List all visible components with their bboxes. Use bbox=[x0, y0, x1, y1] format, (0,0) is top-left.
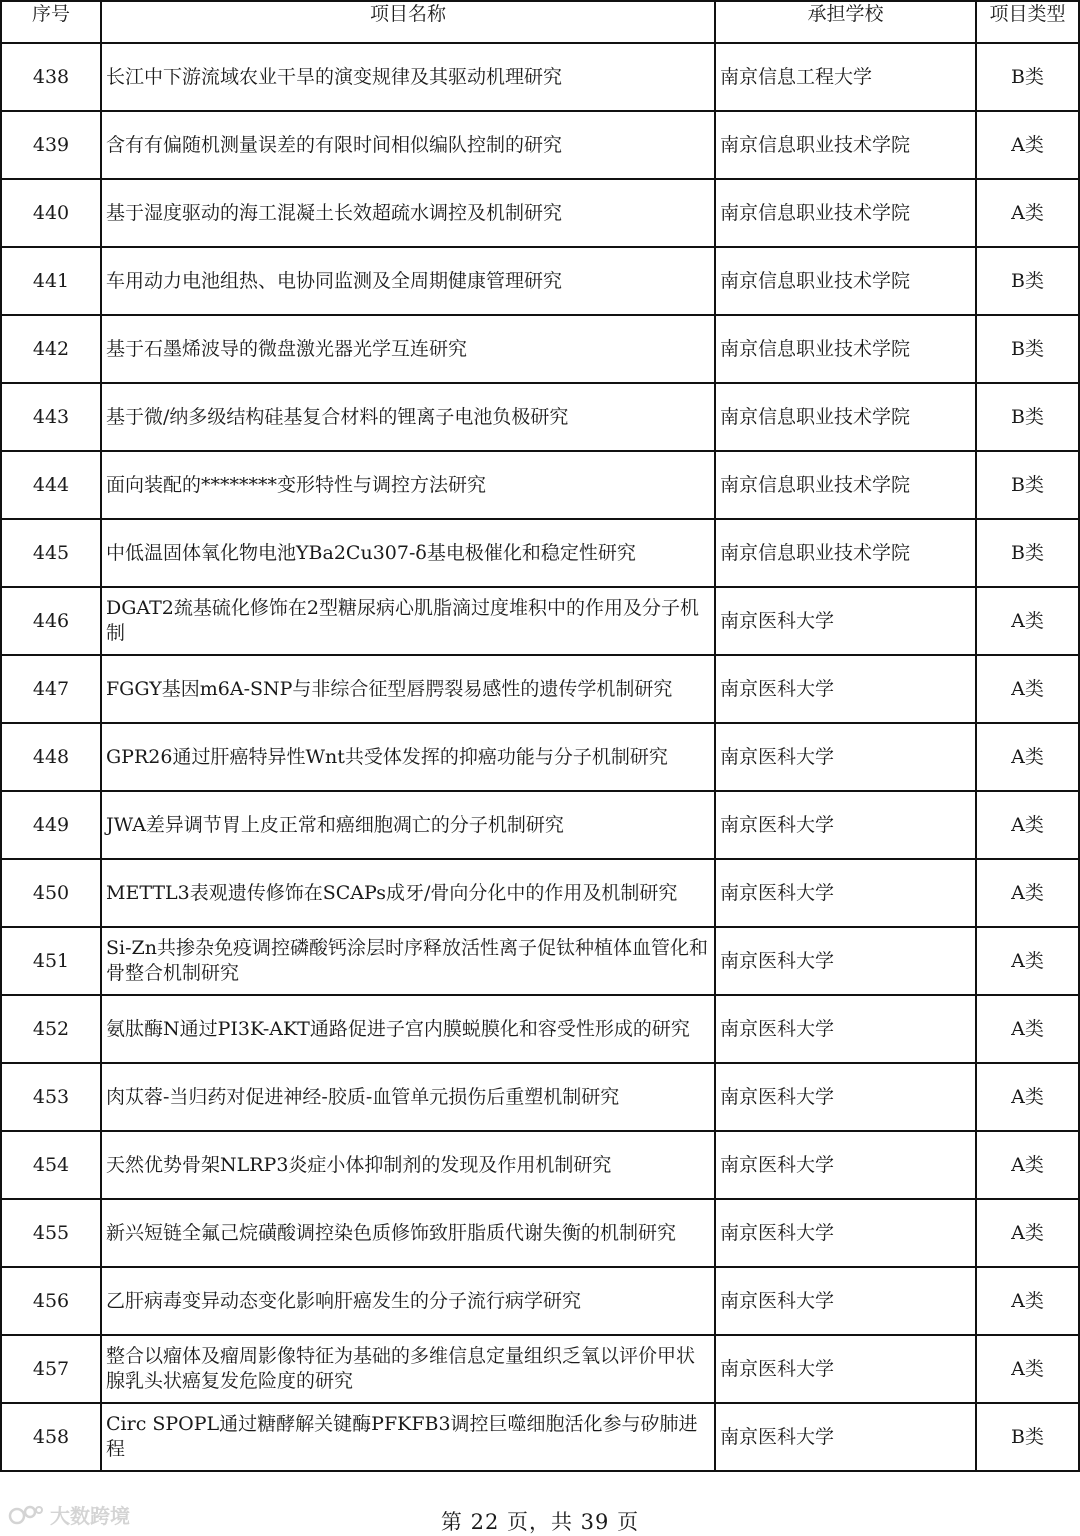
header-school: 承担学校 bbox=[715, 1, 976, 43]
row-school: 南京医科大学 bbox=[715, 723, 976, 791]
row-project-name: 含有有偏随机测量误差的有限时间相似编队控制的研究 bbox=[101, 111, 715, 179]
row-school: 南京医科大学 bbox=[715, 1199, 976, 1267]
row-project-type: A类 bbox=[976, 723, 1079, 791]
table-row bbox=[1, 179, 1079, 247]
row-project-name: 车用动力电池组热、电协同监测及全周期健康管理研究 bbox=[101, 247, 715, 315]
row-seq: 449 bbox=[1, 791, 101, 859]
row-project-type: B类 bbox=[976, 247, 1079, 315]
row-seq: 456 bbox=[1, 1267, 101, 1335]
row-project-type: A类 bbox=[976, 111, 1079, 179]
row-project-name: Si-Zn共掺杂免疫调控磷酸钙涂层时序释放活性离子促钛种植体血管化和骨整合机制研究 bbox=[101, 927, 715, 995]
table-row bbox=[1, 927, 1079, 995]
row-project-name: 基于石墨烯波导的微盘激光器光学互连研究 bbox=[101, 315, 715, 383]
table-row bbox=[1, 247, 1079, 315]
row-project-type: B类 bbox=[976, 315, 1079, 383]
table-row bbox=[1, 315, 1079, 383]
table-row bbox=[1, 111, 1079, 179]
row-school: 南京医科大学 bbox=[715, 1131, 976, 1199]
table-row bbox=[1, 1199, 1079, 1267]
header-project-type: 项目类型 bbox=[976, 1, 1079, 43]
row-seq: 453 bbox=[1, 1063, 101, 1131]
table-row bbox=[1, 1403, 1079, 1471]
row-project-name: Circ SPOPL通过糖酵解关键酶PFKFB3调控巨噬细胞活化参与矽肺进程 bbox=[101, 1403, 715, 1471]
row-seq: 440 bbox=[1, 179, 101, 247]
row-seq: 444 bbox=[1, 451, 101, 519]
row-school: 南京医科大学 bbox=[715, 655, 976, 723]
row-school: 南京医科大学 bbox=[715, 791, 976, 859]
row-school: 南京医科大学 bbox=[715, 1267, 976, 1335]
row-project-type: A类 bbox=[976, 1199, 1079, 1267]
row-school: 南京信息职业技术学院 bbox=[715, 519, 976, 587]
row-project-type: A类 bbox=[976, 655, 1079, 723]
row-school: 南京信息职业技术学院 bbox=[715, 383, 976, 451]
row-project-name: 肉苁蓉-当归药对促进神经-胶质-血管单元损伤后重塑机制研究 bbox=[101, 1063, 715, 1131]
header-seq: 序号 bbox=[1, 1, 101, 43]
row-seq: 457 bbox=[1, 1335, 101, 1403]
row-project-type: A类 bbox=[976, 1063, 1079, 1131]
row-project-name: 整合以瘤体及瘤周影像特征为基础的多维信息定量组织乏氧以评价甲状腺乳头状癌复发危险度的研究 bbox=[101, 1335, 715, 1403]
row-project-name: JWA差异调节胃上皮正常和癌细胞凋亡的分子机制研究 bbox=[101, 791, 715, 859]
table-header-row bbox=[1, 1, 1079, 43]
row-project-type: A类 bbox=[976, 587, 1079, 655]
row-project-name: FGGY基因m6A-SNP与非综合征型唇腭裂易感性的遗传学机制研究 bbox=[101, 655, 715, 723]
row-project-type: B类 bbox=[976, 383, 1079, 451]
row-seq: 448 bbox=[1, 723, 101, 791]
row-project-type: B类 bbox=[976, 1403, 1079, 1471]
row-project-type: B类 bbox=[976, 451, 1079, 519]
row-project-name: 乙肝病毒变异动态变化影响肝癌发生的分子流行病学研究 bbox=[101, 1267, 715, 1335]
row-project-type: A类 bbox=[976, 1267, 1079, 1335]
row-school: 南京信息工程大学 bbox=[715, 43, 976, 111]
row-school: 南京医科大学 bbox=[715, 995, 976, 1063]
row-project-name: 新兴短链全氟己烷磺酸调控染色质修饰致肝脂质代谢失衡的机制研究 bbox=[101, 1199, 715, 1267]
row-seq: 451 bbox=[1, 927, 101, 995]
row-project-name: 基于湿度驱动的海工混凝土长效超疏水调控及机制研究 bbox=[101, 179, 715, 247]
table-row bbox=[1, 995, 1079, 1063]
table-row bbox=[1, 43, 1079, 111]
row-seq: 450 bbox=[1, 859, 101, 927]
row-school: 南京信息职业技术学院 bbox=[715, 111, 976, 179]
row-seq: 438 bbox=[1, 43, 101, 111]
row-seq: 439 bbox=[1, 111, 101, 179]
row-school: 南京信息职业技术学院 bbox=[715, 247, 976, 315]
table-row bbox=[1, 1335, 1079, 1403]
row-school: 南京信息职业技术学院 bbox=[715, 179, 976, 247]
row-seq: 458 bbox=[1, 1403, 101, 1471]
row-seq: 441 bbox=[1, 247, 101, 315]
row-school: 南京医科大学 bbox=[715, 927, 976, 995]
row-project-name: 长江中下游流域农业干旱的演变规律及其驱动机理研究 bbox=[101, 43, 715, 111]
page-footer: 第 22 页，共 39 页 bbox=[440, 1510, 640, 1534]
row-project-type: B类 bbox=[976, 43, 1079, 111]
row-project-type: A类 bbox=[976, 791, 1079, 859]
row-project-name: 基于微/纳多级结构硅基复合材料的锂离子电池负极研究 bbox=[101, 383, 715, 451]
table-row bbox=[1, 587, 1079, 655]
row-project-name: 中低温固体氧化物电池YBa2Cu307-δ基电极催化和稳定性研究 bbox=[101, 519, 715, 587]
row-seq: 442 bbox=[1, 315, 101, 383]
row-seq: 447 bbox=[1, 655, 101, 723]
row-school: 南京医科大学 bbox=[715, 587, 976, 655]
row-project-type: A类 bbox=[976, 859, 1079, 927]
row-school: 南京医科大学 bbox=[715, 859, 976, 927]
table-row bbox=[1, 1267, 1079, 1335]
row-project-name: METTL3表观遗传修饰在SCAPs成牙/骨向分化中的作用及机制研究 bbox=[101, 859, 715, 927]
table-row bbox=[1, 1063, 1079, 1131]
table-row bbox=[1, 519, 1079, 587]
row-school: 南京医科大学 bbox=[715, 1335, 976, 1403]
row-project-type: A类 bbox=[976, 927, 1079, 995]
table-row bbox=[1, 791, 1079, 859]
row-seq: 445 bbox=[1, 519, 101, 587]
row-project-type: A类 bbox=[976, 1131, 1079, 1199]
row-seq: 455 bbox=[1, 1199, 101, 1267]
row-seq: 454 bbox=[1, 1131, 101, 1199]
row-school: 南京医科大学 bbox=[715, 1063, 976, 1131]
row-school: 南京信息职业技术学院 bbox=[715, 315, 976, 383]
row-project-type: A类 bbox=[976, 995, 1079, 1063]
table-body bbox=[1, 43, 1079, 1471]
table-row bbox=[1, 655, 1079, 723]
table-row bbox=[1, 723, 1079, 791]
row-project-type: B类 bbox=[976, 519, 1079, 587]
row-seq: 443 bbox=[1, 383, 101, 451]
row-project-name: GPR26通过肝癌特异性Wnt共受体发挥的抑癌功能与分子机制研究 bbox=[101, 723, 715, 791]
row-project-type: A类 bbox=[976, 1335, 1079, 1403]
row-school: 南京医科大学 bbox=[715, 1403, 976, 1471]
table-row bbox=[1, 383, 1079, 451]
row-project-name: 天然优势骨架NLRP3炎症小体抑制剂的发现及作用机制研究 bbox=[101, 1131, 715, 1199]
row-project-name: 面向装配的********变形特性与调控方法研究 bbox=[101, 451, 715, 519]
row-seq: 452 bbox=[1, 995, 101, 1063]
table-row bbox=[1, 859, 1079, 927]
row-seq: 446 bbox=[1, 587, 101, 655]
header-project-name: 项目名称 bbox=[101, 1, 715, 43]
table-row bbox=[1, 451, 1079, 519]
table-row bbox=[1, 1131, 1079, 1199]
row-project-name: 氨肽酶N通过PI3K-AKT通路促进子宫内膜蜕膜化和容受性形成的研究 bbox=[101, 995, 715, 1063]
row-project-type: A类 bbox=[976, 179, 1079, 247]
row-project-name: DGAT2巯基硫化修饰在2型糖尿病心肌脂滴过度堆积中的作用及分子机制 bbox=[101, 587, 715, 655]
row-school: 南京信息职业技术学院 bbox=[715, 451, 976, 519]
watermark-text: 大数跨境 bbox=[50, 1504, 130, 1528]
